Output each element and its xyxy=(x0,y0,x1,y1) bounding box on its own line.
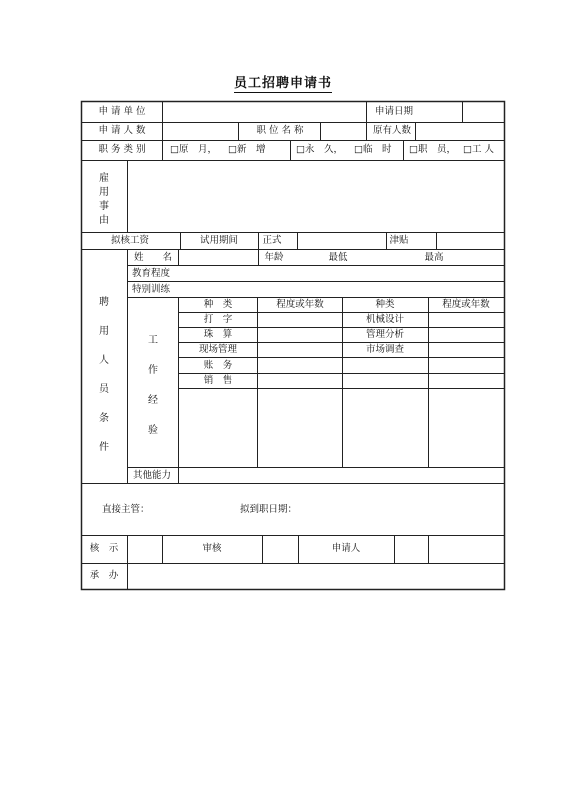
age-label: 年龄 xyxy=(264,252,284,263)
skill-left: 账 务 xyxy=(203,360,233,371)
option-worker[interactable]: □工 人 xyxy=(463,144,494,155)
skill-right: 机械设计 xyxy=(365,314,405,325)
apply-date-label: 申请日期 xyxy=(374,106,414,117)
age-min-label: 最低 xyxy=(328,252,348,263)
requirements-char: 人 xyxy=(99,355,109,366)
hire-reason-char: 事 xyxy=(99,201,109,212)
skill-right: 市场调查 xyxy=(365,344,405,355)
skill-left: 销 售 xyxy=(203,375,233,386)
option-permanent[interactable]: □永 久， xyxy=(296,144,343,155)
skill-left: 现场管理 xyxy=(198,344,238,355)
col-level-header: 程度或年数 xyxy=(276,299,324,310)
job-category-label: 职 务 类 别 xyxy=(98,144,146,155)
work-exp-char: 经 xyxy=(148,395,158,406)
requirements-char: 员 xyxy=(99,384,109,395)
position-name-label: 职 位 名 称 xyxy=(256,125,304,136)
hire-reason-char: 用 xyxy=(99,187,109,198)
formal-label: 正式 xyxy=(262,235,282,246)
proposed-salary-label: 拟核工资 xyxy=(110,235,150,246)
skill-left: 打 字 xyxy=(203,314,233,325)
skill-right: 管理分析 xyxy=(365,329,405,340)
requirements-char: 用 xyxy=(99,326,109,337)
applicant-label: 申请人 xyxy=(331,543,361,554)
hire-reason-char: 雇 xyxy=(99,173,109,184)
col-type-header: 种 类 xyxy=(203,299,233,310)
apply-unit-label: 申 请 单 位 xyxy=(98,106,146,117)
col-level2-header: 程度或年数 xyxy=(442,299,490,310)
form-title: 员工招聘申请书 xyxy=(233,76,332,91)
skill-left: 珠 算 xyxy=(203,329,233,340)
option-new[interactable]: □新 增 xyxy=(228,144,266,155)
report-date-label: 拟到职日期： xyxy=(240,504,298,515)
requirements-char: 聘 xyxy=(99,297,109,308)
handler-label: 承 办 xyxy=(89,570,119,581)
option-staff[interactable]: □职 员， xyxy=(409,144,456,155)
education-label: 教育程度 xyxy=(131,268,171,279)
name-label: 姓 名 xyxy=(133,252,173,263)
review-label: 审核 xyxy=(202,543,222,554)
hire-reason-char: 由 xyxy=(99,215,109,226)
requirements-char: 条 xyxy=(99,413,109,424)
col-type2-header: 种类 xyxy=(375,299,395,310)
work-exp-char: 作 xyxy=(148,365,158,376)
option-temporary[interactable]: □临 时 xyxy=(354,144,392,155)
work-exp-char: 工 xyxy=(148,335,158,346)
apply-count-label: 申 请 人 数 xyxy=(98,125,146,136)
requirements-char: 件 xyxy=(99,442,109,453)
option-original[interactable]: □原 月， xyxy=(170,144,217,155)
age-max-label: 最高 xyxy=(424,252,444,263)
direct-supervisor-label: 直接主管： xyxy=(102,504,150,515)
approval-label: 核 示 xyxy=(89,543,119,554)
other-ability-label: 其他能力 xyxy=(132,470,172,481)
probation-label: 试用期间 xyxy=(199,235,239,246)
allowance-label: 津贴 xyxy=(389,235,409,246)
existing-count-label: 原有人数 xyxy=(372,125,412,136)
special-training-label: 特别训练 xyxy=(131,284,171,295)
work-exp-char: 验 xyxy=(148,425,158,436)
